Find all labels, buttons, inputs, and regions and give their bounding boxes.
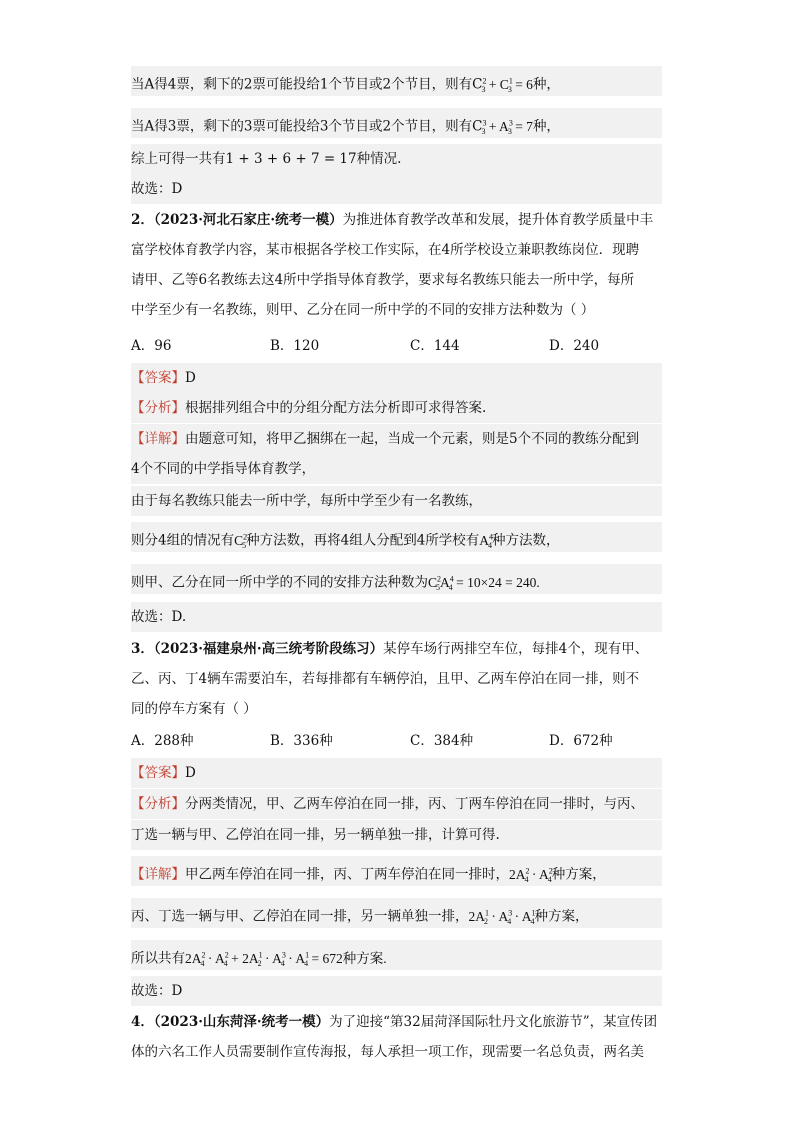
option-d: D．240 [549,338,600,354]
question-3-options [131,729,691,753]
solution-line-3: 综上可得一共有1 + 3 + 6 + 7 = 17种情况. [131,144,662,174]
question-2-source: 2．（2023·河北石家庄·统考一模） [131,212,343,228]
option-d: D．672种 [549,733,613,749]
q2-detail-1: 【详解】由题意可知，将甲乙捆绑在一起，当成一个元素，则是5个不同的教练分配到 [131,424,662,454]
q2-detail-4: 则分4组的情况有$C^2_5$种方法数，再将4组人分配到4所学校有$A^4_4$种方法数， [131,522,662,552]
formula-c32-c31: $^2_3 + C^1_3 = 6$ [481,76,533,95]
formula-total: $2A^2_4 \cdot A^2_4 + 2A^1_2 \cdot A^3_4 \cdot A^1_4 = 672$种方案. [185,950,387,969]
q2-conclusion: 故选：D. [131,602,662,632]
option-a: A．288种 [131,733,194,749]
q2-detail-2: 4个不同的中学指导体育教学， [131,454,662,484]
q3-detail-2: 丙、丁选一辆与甲、乙停泊在同一排，另一辆单独一排，$2A^1_2 \cdot A^3_4 \cdot A^1_4$种方案， [131,898,662,928]
option-b: B．336种 [270,733,333,749]
q3-analysis-1: 【分析】分两类情况，甲、乙两车停泊在同一排，丙、丁两车停泊在同一排时，与丙、 [131,789,662,819]
solution-conclusion: 故选：D [131,174,662,204]
q3-conclusion: 故选：D [131,976,662,1006]
option-b: B．120 [270,338,320,354]
question-4: 4．（2023·山东菏泽·统考一模）为了迎接“第32届菏泽国际牡丹文化旅游节”，某宣传团 体的六名工作人员需要制作宣传海报，每人承担一项工作，现需要一名总负责，两名美 [131,1014,658,1060]
q2-answer: 【答案】D [131,363,662,393]
q2-detail-5: 则甲、乙分在同一所中学的不同的安排方法种数为$C^2_5A^4_4 = 10\times 24 = 240$. [131,564,662,594]
question-3: 3．（2023·福建泉州·高三统考阶段练习）某停车场行两排空车位，每排4个，现有甲、 乙、丙、丁4辆车需要泊车，若每排都有车辆停泊，且甲、乙两车停泊在同一排，则不 同的停车方案有（ ） [131,641,649,717]
solution-line-1: 当A得4票，剩下的2票可能投给1个节目或2个节目，则有$C^2_3 + C^1_3 = 6$种， [131,66,662,96]
q3-answer: 【答案】D [131,758,662,788]
formula-c33-a33: $^3_3 + A^3_3 = 7$ [481,118,533,137]
formula-c52: $C^2_5$ [234,532,248,551]
formula-2a12-a13-a14: $2A^1_2 \cdot A^3_4 \cdot A^1_4$ [468,908,536,927]
q2-analysis: 【分析】根据排列组合中的分组分配方法分析即可求得答案. [131,393,662,423]
option-c: C．384种 [410,733,474,749]
question-4-source: 4．（2023·山东菏泽·统考一模） [131,1014,330,1030]
q2-detail-3: 由于每名教练只能去一所中学，每所中学至少有一名教练， [131,486,662,516]
q3-analysis-2: 丁选一辆与甲、乙停泊在同一排，另一辆单独一排，计算可得. [131,820,662,850]
formula-c52-a44: $C^2_5A^4_4 = 10\times 24 = 240$. [428,574,540,593]
formula-a44: $A^4_4$ [479,532,494,551]
formula-2a22-a22: $2A^2_4 \cdot A^2_4$ [509,866,553,885]
solution-line-2: 当A得3票，剩下的3票可能投给3个节目或2个节目，则有$C^3_3 + A^3_3 = 7$种， [131,108,662,138]
q3-detail-1: 【详解】甲乙两车停泊在同一排，丙、丁两车停泊在同一排时，$2A^2_4 \cdot A^2_4$种方案， [131,856,662,886]
question-2: 2．（2023·河北石家庄·统考一模）为推进体育教学改革和发展，提升体育教学质量中丰 富学校体育教学内容，某市根据各学校工作实际，在4所学校设立兼职教练岗位．现聘 请甲、乙等6名教练去这4所中学指导体育教学，要求每名教练只能去一所中学，每所 中学至少有一名教练，则甲、乙分在同一所中学的不同的安排方法种数为（ ） [131,212,654,318]
option-a: A．96 [131,338,172,354]
q3-detail-3: 所以共有$2A^2_4 \cdot A^2_4 + 2A^1_2 \cdot A^3_4 \cdot A^1_4 = 672$种方案. [131,940,662,970]
question-2-options [131,334,691,358]
option-c: C．144 [410,338,460,354]
question-3-source: 3．（2023·福建泉州·高三统考阶段练习） [131,641,384,657]
